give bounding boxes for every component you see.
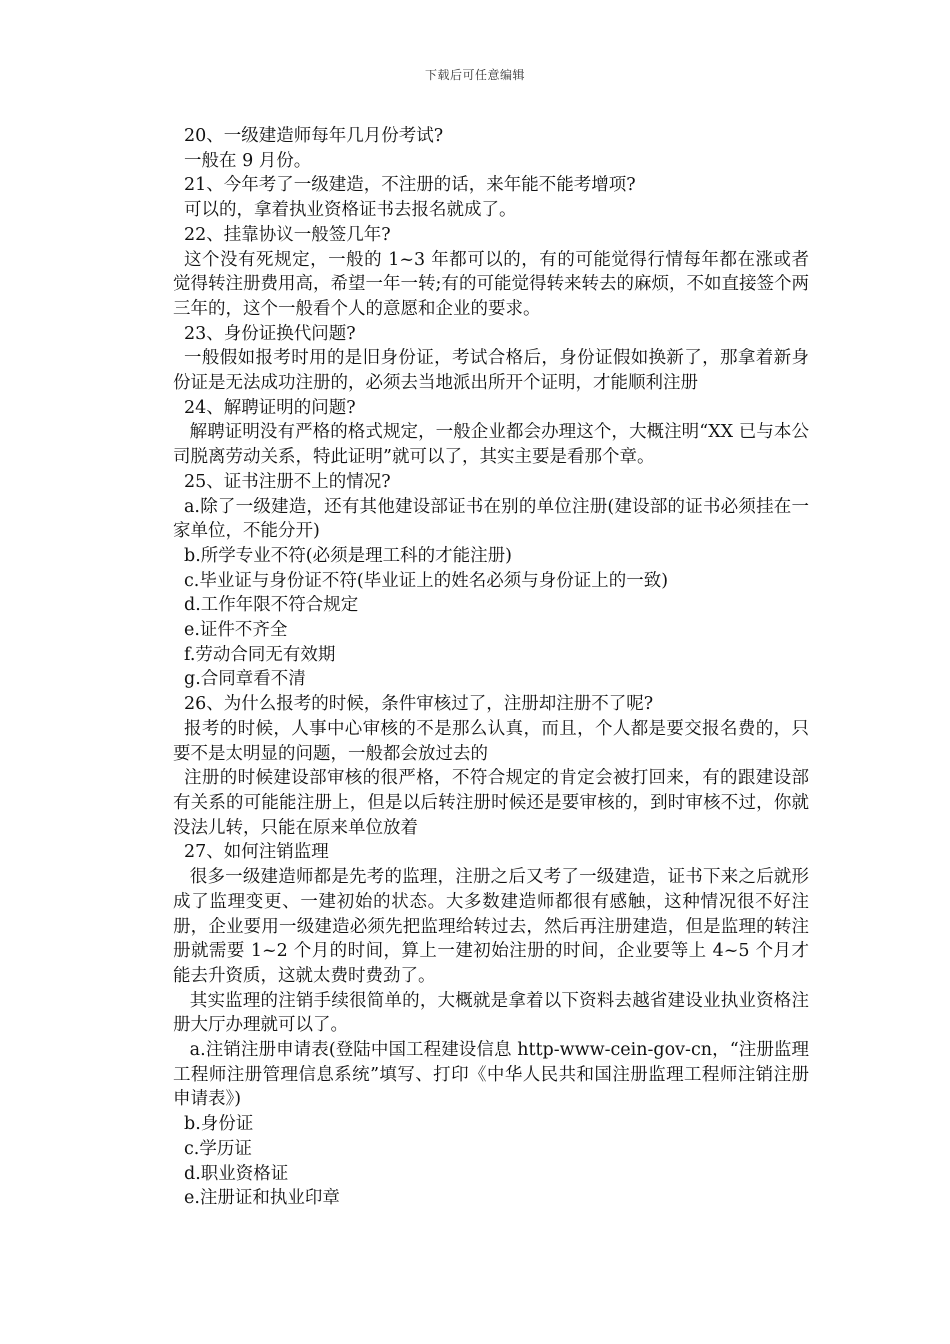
paragraph: a.除了一级建造，还有其他建设部证书在别的单位注册(建设部的证书必须挂在一家单位，不能分开): [173, 496, 809, 542]
paragraph: 22、挂靠协议一般签几年?: [184, 224, 391, 245]
paragraph: 可以的，拿着执业资格证书去报名就成了。: [184, 200, 517, 221]
paragraph: 25、证书注册不上的情况?: [184, 471, 391, 492]
paragraph: b.身份证: [184, 1114, 254, 1135]
paragraph: 很多一级建造师都是先考的监理，注册之后又考了一级建造，证书下来之后就形成了监理变更、一建初始的状态。大多数建造师都很有感触，这种情况很不好注册，企业要用一级建造必须先把监理给转过去，然后再注册建造，但是监理的转注册就需要 1~2 个月的时间，算上一建初始注册的时间，企业要等上 4~5 个月才能去升资质，这就太费时费劲了。: [173, 867, 809, 986]
paragraph: e.注册证和执业印章: [184, 1188, 340, 1209]
paragraph: 一般假如报考时用的是旧身份证，考试合格后，身份证假如换新了，那拿着新身份证是无法成功注册的，必须去当地派出所开个证明，才能顺利注册: [173, 348, 809, 394]
paragraph: 27、如何注销监理: [184, 842, 329, 863]
paragraph: 21、今年考了一级建造，不注册的话，来年能不能考增项?: [184, 175, 636, 196]
paragraph: b.所学专业不符(必须是理工科的才能注册): [184, 545, 512, 566]
paragraph: 一般在 9 月份。: [184, 150, 312, 171]
paragraph: 26、为什么报考的时候，条件审核过了，注册却注册不了呢?: [184, 694, 654, 715]
paragraph: a.注销注册申请表(登陆中国工程建设信息 http-www-cein-gov-cn，“注册监理工程师注册管理信息系统”填写、打印《中华人民共和国注册监理工程师注销注册申请表》): [173, 1040, 809, 1110]
paragraph: 其实监理的注销手续很简单的，大概就是拿着以下资料去越省建设业执业资格注册大厅办理就可以了。: [173, 990, 809, 1036]
paragraph: d.职业资格证: [184, 1163, 289, 1184]
paragraph: 24、解聘证明的问题?: [184, 397, 356, 418]
paragraph: 23、身份证换代问题?: [184, 323, 356, 344]
page-header: 下载后可任意编辑: [424, 68, 525, 82]
paragraph: f.劳动合同无有效期: [184, 644, 336, 665]
paragraph: 注册的时候建设部审核的很严格，不符合规定的肯定会被打回来，有的跟建设部有关系的可能能注册上，但是以后转注册时候还是要审核的，到时审核不过，你就没法儿转，只能在原来单位放着: [173, 768, 809, 838]
paragraph: 解聘证明没有严格的格式规定，一般企业都会办理这个，大概注明“XX 已与本公司脱离劳动关系，特此证明”就可以了，其实主要是看那个章。: [173, 422, 809, 468]
paragraph: c.学历证: [184, 1138, 252, 1159]
paragraph: c.毕业证与身份证不符(毕业证上的姓名必须与身份证上的一致): [184, 570, 669, 591]
paragraph: 报考的时候，人事中心审核的不是那么认真，而且，个人都是要交报名费的，只要不是太明显的问题，一般都会放过去的: [173, 718, 809, 764]
paragraph: d.工作年限不符合规定: [184, 595, 359, 616]
document-body: [173, 124, 809, 1211]
paragraph: 这个没有死规定，一般的 1~3 年都可以的，有的可能觉得行情每年都在涨或者觉得转注册费用高，希望一年一转;有的可能觉得转来转去的麻烦，不如直接签个两三年的，这个一般看个人的意愿和企业的要求。: [173, 249, 809, 319]
paragraph: e.证件不齐全: [184, 620, 288, 641]
paragraph: g.合同章看不清: [184, 669, 306, 690]
paragraph: 20、一级建造师每年几月份考试?: [184, 126, 444, 146]
